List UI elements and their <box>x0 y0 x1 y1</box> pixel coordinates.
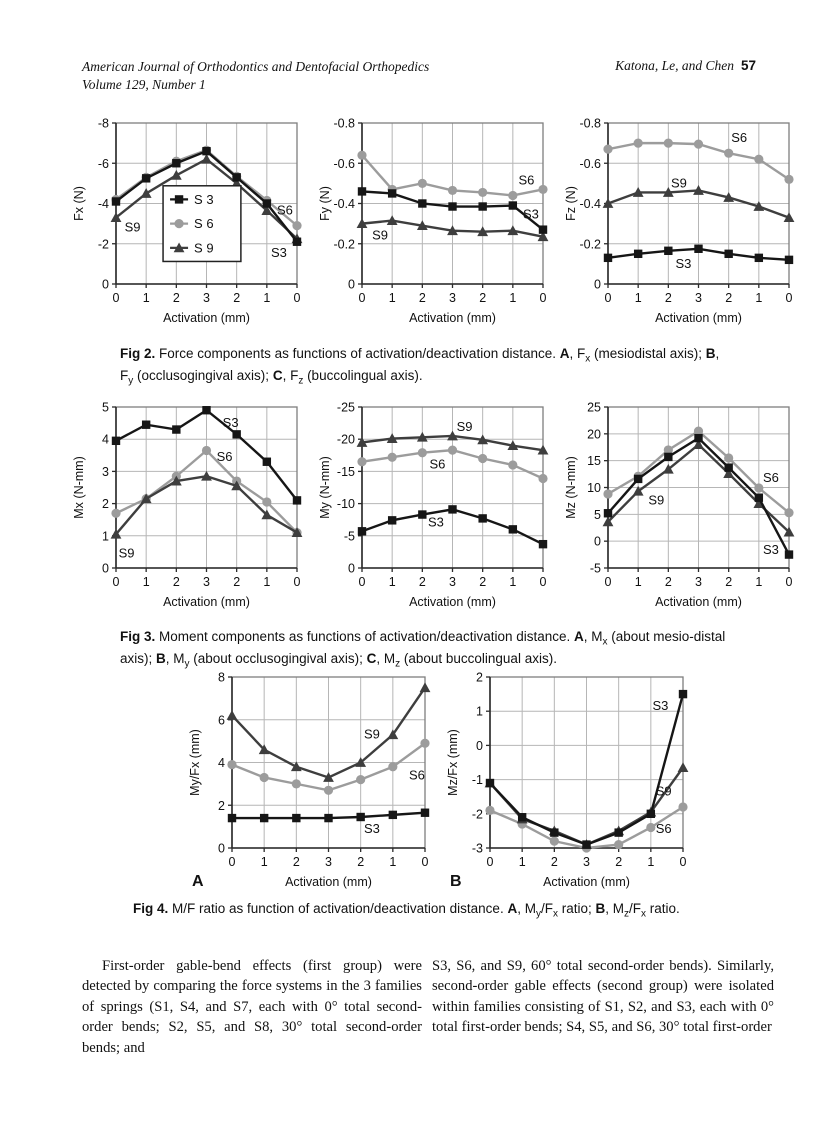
svg-text:2: 2 <box>292 855 300 869</box>
chart-fz <box>562 114 798 333</box>
svg-text:15: 15 <box>587 454 601 469</box>
svg-text:-0.2: -0.2 <box>579 237 601 252</box>
svg-text:A: A <box>192 873 204 890</box>
svg-text:S6: S6 <box>518 172 535 188</box>
svg-text:Mz/Fx (mm): Mz/Fx (mm) <box>446 729 460 796</box>
svg-text:0: 0 <box>604 291 612 305</box>
journal-header <box>82 58 429 94</box>
svg-text:0: 0 <box>102 277 109 292</box>
svg-text:Activation (mm): Activation (mm) <box>655 311 742 325</box>
svg-text:Activation (mm): Activation (mm) <box>409 311 496 325</box>
chart-myfx <box>186 668 434 897</box>
svg-text:S 6: S 6 <box>194 216 214 232</box>
svg-text:1: 1 <box>263 291 271 305</box>
svg-text:S9: S9 <box>456 418 473 434</box>
svg-text:0: 0 <box>486 855 494 869</box>
svg-text:0: 0 <box>358 575 366 589</box>
svg-text:Activation (mm): Activation (mm) <box>163 311 250 325</box>
svg-text:0: 0 <box>594 534 601 549</box>
svg-text:3: 3 <box>695 575 702 589</box>
svg-text:-5: -5 <box>589 561 601 576</box>
fig3a-mx-svg <box>70 398 306 612</box>
fig4a-myfx-svg <box>186 668 434 892</box>
journal-volume: Volume 129, Number 1 <box>82 77 206 93</box>
svg-text:2: 2 <box>664 575 672 589</box>
svg-text:Fz (N): Fz (N) <box>564 186 578 221</box>
svg-text:S6: S6 <box>216 448 233 464</box>
svg-text:-0.8: -0.8 <box>579 116 601 131</box>
chart-mzfx <box>444 668 692 897</box>
chart-fy <box>316 114 552 333</box>
svg-text:2: 2 <box>357 855 365 869</box>
svg-text:0: 0 <box>358 291 366 305</box>
svg-text:2: 2 <box>725 575 733 589</box>
svg-text:2: 2 <box>550 855 558 869</box>
page-number: 57 <box>740 58 756 73</box>
svg-text:2: 2 <box>418 291 426 305</box>
svg-text:3: 3 <box>325 855 332 869</box>
svg-text:S9: S9 <box>363 726 380 742</box>
svg-text:2: 2 <box>172 291 180 305</box>
svg-text:1: 1 <box>102 529 109 544</box>
svg-text:1: 1 <box>476 704 483 719</box>
fig3c-mz-svg <box>562 398 798 612</box>
svg-text:2: 2 <box>233 575 241 589</box>
svg-text:1: 1 <box>260 855 268 869</box>
svg-text:-4: -4 <box>97 197 109 211</box>
svg-text:Mx (N-mm): Mx (N-mm) <box>72 456 86 519</box>
svg-text:2: 2 <box>476 670 483 685</box>
svg-text:1: 1 <box>634 291 642 305</box>
svg-text:0: 0 <box>476 738 483 753</box>
svg-text:3: 3 <box>102 464 109 479</box>
svg-text:2: 2 <box>664 291 672 305</box>
svg-text:S3: S3 <box>427 514 444 530</box>
chart-mx <box>70 398 306 617</box>
svg-text:-0.2: -0.2 <box>333 237 355 252</box>
svg-text:-2: -2 <box>471 807 483 822</box>
chart-mz <box>562 398 798 617</box>
svg-text:S3: S3 <box>675 255 692 271</box>
svg-text:0: 0 <box>604 575 612 589</box>
svg-text:-6: -6 <box>97 156 109 171</box>
svg-text:1: 1 <box>755 291 763 305</box>
paragraph: S3, S6, and S9, 60° total second-order bends). Similarly, second-order gable effects (second group) were isolated within families consisting of S1, S2, and S3, each with 0° total first-order bends; S4, S5, and S6, 30° total first-order <box>432 958 774 1036</box>
svg-text:S6: S6 <box>731 130 748 146</box>
fig2b-fy-svg <box>316 114 552 328</box>
svg-text:1: 1 <box>509 575 517 589</box>
svg-text:5: 5 <box>102 400 109 415</box>
figure-4-caption: Fig 4. M/F ratio as function of activation/deactivation distance. A, $M_y/F_x$ ratio; B, $M_z/F_x$ ratio. <box>133 901 680 920</box>
svg-text:25: 25 <box>587 400 601 415</box>
fig4b-mzfx-svg <box>444 668 692 892</box>
svg-text:Fy (N): Fy (N) <box>318 186 332 221</box>
svg-text:S6: S6 <box>655 821 672 837</box>
svg-text:Activation (mm): Activation (mm) <box>163 595 250 609</box>
svg-text:2: 2 <box>479 291 487 305</box>
svg-text:S9: S9 <box>655 783 672 799</box>
svg-text:1: 1 <box>142 291 150 305</box>
svg-text:4: 4 <box>218 756 225 770</box>
svg-text:1: 1 <box>388 291 396 305</box>
svg-text:1: 1 <box>389 855 397 869</box>
svg-text:-0.4: -0.4 <box>333 197 355 211</box>
fig2c-fz-svg <box>562 114 798 328</box>
svg-text:S6: S6 <box>429 456 446 472</box>
svg-text:S3: S3 <box>522 206 539 222</box>
journal-title: American Journal of Orthodontics and Dentofacial Orthopedics <box>82 59 430 74</box>
svg-text:3: 3 <box>449 575 456 589</box>
svg-text:Activation (mm): Activation (mm) <box>655 595 742 609</box>
svg-text:1: 1 <box>634 575 642 589</box>
svg-text:2: 2 <box>615 855 623 869</box>
svg-text:-25: -25 <box>336 400 355 415</box>
svg-text:0: 0 <box>421 855 429 869</box>
fig2a-fx-svg <box>70 114 306 328</box>
body-text-right-column <box>432 956 774 1038</box>
svg-text:My (N-mm): My (N-mm) <box>318 456 332 519</box>
svg-text:0: 0 <box>218 841 225 856</box>
authors: Katona, Le, and Chen <box>615 58 734 73</box>
svg-text:S3: S3 <box>222 415 239 431</box>
svg-text:S6: S6 <box>762 469 779 485</box>
svg-text:-2: -2 <box>97 237 109 252</box>
svg-text:0: 0 <box>679 855 687 869</box>
svg-text:3: 3 <box>203 291 210 305</box>
svg-text:0: 0 <box>785 291 793 305</box>
svg-text:S3: S3 <box>652 698 669 714</box>
figure-4 <box>186 668 692 897</box>
svg-text:10: 10 <box>587 481 601 495</box>
svg-text:S9: S9 <box>372 227 389 243</box>
svg-text:5: 5 <box>594 507 601 522</box>
svg-text:0: 0 <box>228 855 236 869</box>
body-text-left-column <box>82 956 422 1058</box>
svg-text:1: 1 <box>755 575 763 589</box>
svg-text:3: 3 <box>449 291 456 305</box>
svg-text:-0.8: -0.8 <box>333 116 355 131</box>
svg-text:Mz (N-mm): Mz (N-mm) <box>564 456 578 519</box>
svg-text:1: 1 <box>647 855 655 869</box>
svg-text:S9: S9 <box>118 545 135 561</box>
svg-text:2: 2 <box>418 575 426 589</box>
svg-text:1: 1 <box>388 575 396 589</box>
svg-text:-20: -20 <box>336 432 355 447</box>
svg-text:0: 0 <box>539 291 547 305</box>
svg-text:S3: S3 <box>270 244 287 260</box>
svg-text:0: 0 <box>112 291 120 305</box>
svg-text:S 3: S 3 <box>194 191 214 207</box>
svg-text:0: 0 <box>293 291 301 305</box>
svg-text:Activation (mm): Activation (mm) <box>285 875 372 889</box>
svg-text:Fx (N): Fx (N) <box>72 186 86 221</box>
svg-text:2: 2 <box>102 497 109 512</box>
svg-text:-8: -8 <box>97 116 109 131</box>
svg-text:-0.6: -0.6 <box>333 156 355 171</box>
paragraph: First-order gable-bend effects (first group) were detected by comparing the force systems in the 3 families of springs (S1, S4, and S7, each with 0° total second-order bends; S2, S5, and S8, 30° total second-order bends; and <box>82 958 422 1056</box>
svg-text:-1: -1 <box>471 773 483 788</box>
svg-text:S9: S9 <box>124 219 141 235</box>
svg-text:2: 2 <box>218 798 225 813</box>
svg-text:8: 8 <box>218 670 225 685</box>
svg-text:4: 4 <box>102 432 109 447</box>
svg-text:My/Fx (mm): My/Fx (mm) <box>188 729 202 796</box>
figure-3 <box>70 398 798 617</box>
svg-text:Activation (mm): Activation (mm) <box>409 595 496 609</box>
svg-text:S6: S6 <box>276 202 293 218</box>
running-head <box>615 58 756 74</box>
figure-2 <box>70 114 798 333</box>
svg-text:-15: -15 <box>336 464 355 479</box>
svg-text:0: 0 <box>785 575 793 589</box>
svg-text:B: B <box>450 873 462 890</box>
chart-my <box>316 398 552 617</box>
svg-text:Activation (mm): Activation (mm) <box>543 875 630 889</box>
svg-text:3: 3 <box>203 575 210 589</box>
svg-text:0: 0 <box>293 575 301 589</box>
svg-text:-3: -3 <box>471 841 483 856</box>
svg-text:S3: S3 <box>762 541 779 557</box>
svg-text:-0.6: -0.6 <box>579 156 601 171</box>
svg-text:1: 1 <box>263 575 271 589</box>
figure-2-caption: Fig 2. Force components as functions of activation/deactivation distance. A, $F_x$ (mesiodistal axis); B, $F_y$ (occlusogingival axis); C, $F_z$ (buccolingual axis). <box>120 346 720 387</box>
chart-fx <box>70 114 306 333</box>
svg-text:-0.4: -0.4 <box>579 197 601 211</box>
svg-text:2: 2 <box>479 575 487 589</box>
svg-text:3: 3 <box>583 855 590 869</box>
svg-text:1: 1 <box>509 291 517 305</box>
svg-text:0: 0 <box>102 561 109 576</box>
svg-text:1: 1 <box>518 855 526 869</box>
svg-text:0: 0 <box>112 575 120 589</box>
svg-text:6: 6 <box>218 713 225 728</box>
svg-text:0: 0 <box>348 561 355 576</box>
svg-text:-5: -5 <box>343 529 355 544</box>
svg-text:2: 2 <box>725 291 733 305</box>
svg-text:20: 20 <box>587 427 601 442</box>
svg-text:0: 0 <box>539 575 547 589</box>
figure-3-caption: Fig 3. Moment components as functions of activation/deactivation distance. A, $M_x$ (about mesio-distal axis); B, $M_y$ (about occlusogingival axis); C, $M_z$ (about buccolingual axis). <box>120 629 726 670</box>
svg-text:0: 0 <box>348 277 355 292</box>
svg-text:2: 2 <box>172 575 180 589</box>
svg-text:2: 2 <box>233 291 241 305</box>
svg-text:-10: -10 <box>336 497 355 512</box>
svg-text:0: 0 <box>594 277 601 292</box>
fig3b-my-svg <box>316 398 552 612</box>
svg-text:S9: S9 <box>670 175 687 191</box>
svg-text:S9: S9 <box>648 492 665 508</box>
svg-text:S3: S3 <box>363 820 380 836</box>
svg-text:S 9: S 9 <box>194 240 214 256</box>
svg-text:S6: S6 <box>409 767 425 783</box>
svg-text:1: 1 <box>142 575 150 589</box>
svg-text:3: 3 <box>695 291 702 305</box>
